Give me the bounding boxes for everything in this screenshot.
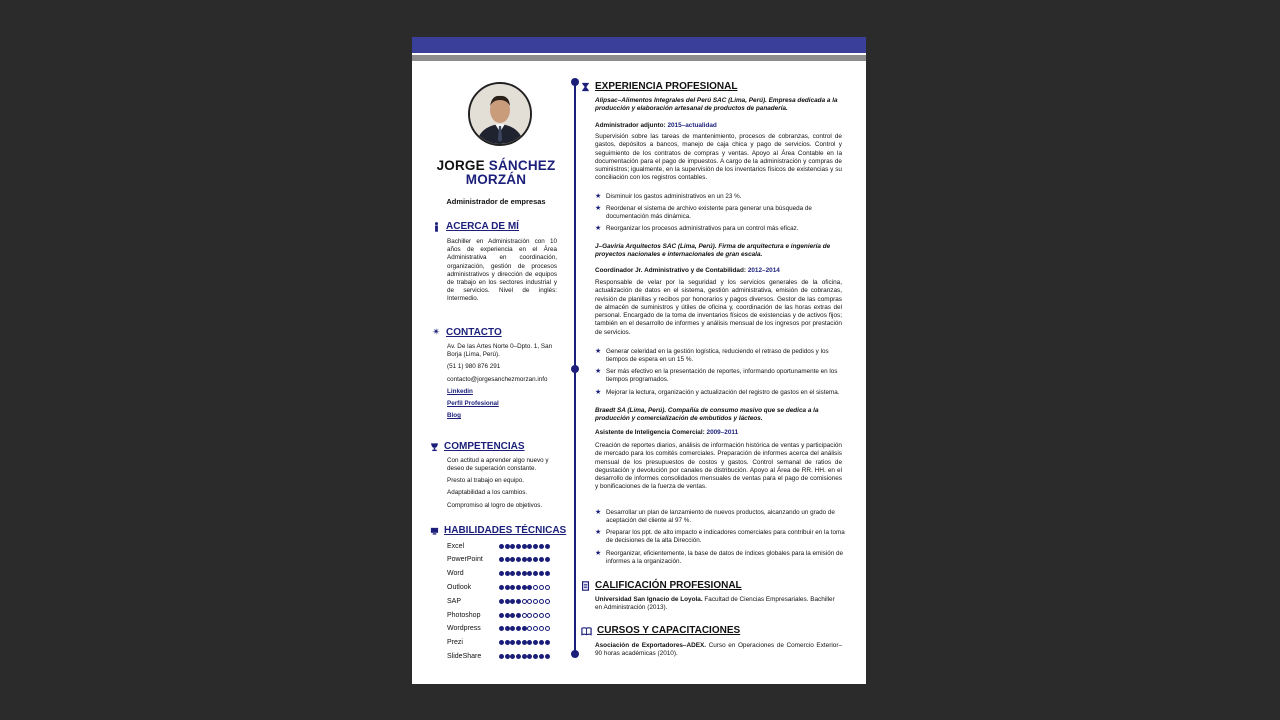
job-title: Administrador de empresas — [446, 197, 546, 206]
courses-text — [595, 642, 842, 659]
skill-row — [447, 596, 557, 606]
job-position-label: Coordinador Jr. Administrativo y de Contabilidad: — [595, 267, 748, 274]
rating-dot-filled — [505, 613, 510, 618]
rating-dot-filled — [522, 557, 527, 562]
rating-dot-filled — [527, 585, 532, 590]
competency-item: Adaptabilidad a los cambios. — [447, 489, 528, 496]
job-years: 2009–2011 — [706, 429, 739, 436]
skill-rating — [499, 640, 550, 645]
star-icon: ✴ — [432, 326, 441, 338]
job-company: Braedt SA (Lima, Perú). Compañía de consumo masivo que se dedica a la producción y comercialización de embutidos y lácteos. — [595, 407, 819, 423]
job-years: 2015–actualidad — [667, 122, 717, 129]
rating-dot-empty — [522, 613, 527, 618]
achievement-text: Desarrollar un plan de lanzamiento de nuevos productos, alcanzando un grado de aceptación del cliente al 97 %. — [606, 509, 835, 525]
rating-dot-filled — [533, 571, 538, 576]
rating-dot-filled — [510, 571, 515, 576]
rating-dot-empty — [533, 626, 538, 631]
rating-dot-filled — [533, 654, 538, 659]
timeline-dot — [571, 78, 579, 86]
rating-dot-filled — [527, 640, 532, 645]
trophy-icon — [430, 442, 439, 452]
rating-dot-filled — [545, 544, 550, 549]
competency-item: Presto al trabajo en equipo. — [447, 477, 525, 484]
achievement-text: Disminuir los gastos administrativos en un 23 %. — [606, 193, 742, 200]
book-icon — [581, 626, 592, 636]
about-text: Bachiller en Administración con 10 años de experiencia en el Área Administrativa en coordinación, organización, gestión de procesos administrativos y dirección de equipos de trabajo en los sectores industrial y de servicios. Nivel de inglés: Intermedio. — [447, 238, 557, 303]
rating-dot-filled — [522, 585, 527, 590]
rating-dot-filled — [522, 626, 527, 631]
rating-dot-filled — [510, 640, 515, 645]
rating-dot-filled — [510, 557, 515, 562]
skill-row — [447, 651, 557, 661]
linkedin-link[interactable]: Linkedin — [447, 388, 473, 395]
rating-dot-empty — [545, 626, 550, 631]
document-icon — [581, 581, 590, 591]
achievement-item — [595, 550, 845, 566]
monitor-icon — [430, 526, 439, 536]
skill-row — [447, 541, 557, 551]
rating-dot-filled — [499, 585, 504, 590]
contact-heading — [432, 327, 502, 338]
job-description: Supervisión sobre las tareas de mantenimiento, procesos de cobranzas, control de gastos, depósitos a bancos, manejo de caja chica y pago de servicios. Control y seguimiento de los contratos de compras y ventas. Apoyo al Área Contable en la documentación para el pago de impuestos. A cargo de la administración y compras de suministros; igualmente, en la supervisión de los inventarios físicos de existencias y su conciliación con los registros contables. — [595, 133, 842, 182]
rating-dot-filled — [516, 599, 521, 604]
skill-rating — [499, 571, 550, 576]
rating-dot-filled — [539, 544, 544, 549]
rating-dot-filled — [505, 544, 510, 549]
rating-dot-filled — [527, 557, 532, 562]
rating-dot-filled — [545, 557, 550, 562]
rating-dot-filled — [516, 654, 521, 659]
rating-dot-empty — [533, 585, 538, 590]
rating-dot-filled — [516, 626, 521, 631]
skill-name: Outlook — [447, 583, 472, 591]
resume-page — [412, 37, 866, 684]
candidate-name — [426, 159, 566, 187]
rating-dot-filled — [516, 640, 521, 645]
rating-dot-empty — [545, 585, 550, 590]
job-company: Alipsac–Alimentos Integrales del Perú SAC (Lima, Perú). Empresa dedicada a la producción y elaboración artesanal de productos de panadería. — [595, 97, 838, 113]
achievement-item — [595, 193, 845, 201]
skill-rating — [499, 626, 550, 631]
name-mid: SÁNCHEZ — [488, 158, 556, 173]
skill-name: PowerPoint — [447, 556, 483, 564]
skill-row — [447, 638, 557, 648]
rating-dot-filled — [499, 654, 504, 659]
skill-row — [447, 569, 557, 579]
contact-address: Av. De las Artes Norte 0–Dpto. 1, San Borja (Lima, Perú). — [447, 343, 553, 359]
timeline-dot — [571, 365, 579, 373]
skill-name: Wordpress — [447, 625, 481, 633]
achievement-item — [595, 368, 845, 384]
skill-name: Excel — [447, 542, 465, 550]
contact-email[interactable]: contacto@jorgesanchezmorzan.info — [447, 376, 548, 383]
name-last: MORZÁN — [465, 172, 527, 187]
about-heading — [432, 221, 519, 232]
rating-dot-filled — [505, 571, 510, 576]
competencies-title: COMPETENCIAS — [444, 441, 525, 452]
rating-dot-filled — [499, 557, 504, 562]
job-position — [595, 429, 738, 437]
star-bullet-icon: ★ — [595, 368, 602, 375]
rating-dot-filled — [539, 557, 544, 562]
achievement-text: Preparar los ppt. de alto impacto e indicadores comerciales para contribuir en la toma de decisiones de la alta Dirección. — [606, 529, 845, 545]
star-bullet-icon: ★ — [595, 389, 602, 396]
rating-dot-filled — [510, 544, 515, 549]
top-gray-bar — [412, 55, 866, 61]
achievement-item — [595, 348, 845, 364]
rating-dot-filled — [505, 640, 510, 645]
achievement-item — [595, 205, 845, 221]
achievement-item — [595, 225, 845, 233]
rating-dot-filled — [499, 613, 504, 618]
qualification-title: CALIFICACIÓN PROFESIONAL — [595, 580, 742, 591]
achievement-text: Reorganizar los procesos administrativos para un control más eficaz. — [606, 225, 799, 232]
courses-school: Asociación de Exportadores–ADEX. — [595, 642, 707, 649]
qualification-detail: Facultad de Ciencias Empresariales. Bachiller en Administración (2013). — [595, 596, 835, 612]
rating-dot-filled — [499, 640, 504, 645]
achievement-text: Ser más efectivo en la presentación de reportes, informando oportunamente en los tiempos programados. — [606, 368, 838, 384]
rating-dot-empty — [539, 599, 544, 604]
star-bullet-icon: ★ — [595, 348, 602, 355]
qualification-heading — [581, 580, 742, 591]
rating-dot-filled — [522, 654, 527, 659]
job-position — [595, 267, 780, 275]
skill-name: Photoshop — [447, 611, 481, 619]
star-bullet-icon: ★ — [595, 509, 602, 516]
rating-dot-filled — [533, 640, 538, 645]
rating-dot-filled — [510, 585, 515, 590]
about-title: ACERCA DE MÍ — [446, 221, 519, 232]
rating-dot-filled — [516, 613, 521, 618]
rating-dot-empty — [545, 613, 550, 618]
rating-dot-filled — [499, 599, 504, 604]
skill-rating — [499, 557, 550, 562]
job-position — [595, 122, 717, 130]
experience-title: EXPERIENCIA PROFESIONAL — [595, 81, 738, 92]
competencies-heading — [430, 441, 525, 452]
achievement-text: Mejorar la lectura, organización y actualización del registro de gastos en el sistema. — [606, 389, 840, 396]
rating-dot-empty — [533, 613, 538, 618]
rating-dot-filled — [522, 544, 527, 549]
competency-item: Con actitud a aprender algo nuevo y deseo de superación constante. — [447, 457, 549, 473]
job-position-label: Administrador adjunto: — [595, 122, 668, 129]
rating-dot-empty — [527, 613, 532, 618]
job-description: Creación de reportes diarios, análisis de información histórica de ventas y participación de mercado para los comités comerciales. Preparación de informes acerca del análisis mensual de los presupuestos de costos y gastos. Control semanal de ratios de degustación y devolución por canales de distribución. Apoyo al Área de RR. HH. en el desarrollo de informes consolidados mensuales de ventas para el pago de comisiones y bonificaciones de la fuerza de ventas. — [595, 442, 842, 491]
courses-heading — [581, 625, 740, 636]
skill-row — [447, 555, 557, 565]
skill-rating — [499, 613, 550, 618]
rating-dot-filled — [510, 613, 515, 618]
skill-rating — [499, 599, 550, 604]
rating-dot-filled — [505, 557, 510, 562]
rating-dot-empty — [545, 599, 550, 604]
rating-dot-empty — [527, 599, 532, 604]
rating-dot-filled — [505, 585, 510, 590]
top-accent-bar — [412, 37, 866, 53]
rating-dot-filled — [516, 544, 521, 549]
skill-name: SAP — [447, 597, 462, 605]
courses-detail: Curso en Operaciones de Comercio Exterior–90 horas académicas (2010). — [595, 642, 842, 658]
timeline-dot — [571, 650, 579, 658]
job-company: J–Gaviria Arquitectos SAC (Lima, Perú). Firma de arquitectura e ingeniería de proyectos nacionales e internacionales de gran escala. — [595, 243, 831, 259]
rating-dot-filled — [510, 599, 515, 604]
contact-phone: (51 1) 980 876 291 — [447, 363, 501, 370]
rating-dot-filled — [510, 626, 515, 631]
rating-dot-filled — [527, 654, 532, 659]
rating-dot-filled — [505, 654, 510, 659]
skill-row — [447, 582, 557, 592]
achievement-item — [595, 509, 845, 525]
skill-rating — [499, 544, 550, 549]
rating-dot-filled — [522, 640, 527, 645]
skill-name: Prezi — [447, 639, 463, 647]
courses-title: CURSOS Y CAPACITACIONES — [597, 625, 741, 636]
skill-name: SlideShare — [447, 652, 482, 660]
rating-dot-filled — [527, 571, 532, 576]
rating-dot-filled — [510, 654, 515, 659]
rating-dot-filled — [516, 557, 521, 562]
rating-dot-empty — [539, 613, 544, 618]
achievement-item — [595, 529, 845, 545]
star-bullet-icon: ★ — [595, 529, 602, 536]
rating-dot-filled — [533, 557, 538, 562]
rating-dot-filled — [533, 544, 538, 549]
rating-dot-filled — [499, 544, 504, 549]
rating-dot-filled — [539, 654, 544, 659]
skill-name: Word — [447, 570, 464, 578]
star-bullet-icon: ★ — [595, 225, 602, 232]
achievement-text: Generar celeridad en la gestión logística, reduciendo el retraso de pedidos y los tiempos de espera en un 15 %. — [606, 348, 829, 364]
rating-dot-filled — [499, 571, 504, 576]
job-description: Responsable de velar por la seguridad y los servicios generales de la oficina, actualización de datos en el sistema, gestión administrativa, emisión de cobranzas, revisión de planillas y recibos por honorarios y pagos diversos. Gestor de las compras de almacén de suministros y útiles de oficina y, coordinación de las horas extras del personal. Encargado de la toma de inventarios físicos de existencias y de activos fijos; también en el desarrollo de informes y análisis mensual de los ingresos por prestación de servicios. — [595, 279, 842, 336]
job-years: 2012–2014 — [747, 267, 780, 274]
rating-dot-filled — [539, 640, 544, 645]
achievement-text: Reordenar el sistema de archivo existente para generar una búsqueda de documentación más dinámica. — [606, 205, 812, 221]
skill-rating — [499, 585, 550, 590]
achievement-text: Reorganizar, eficientemente, la base de datos de índices globales para la emisión de informes a la organización. — [606, 550, 843, 566]
rating-dot-filled — [545, 640, 550, 645]
name-first: JORGE — [436, 158, 489, 173]
rating-dot-filled — [527, 544, 532, 549]
skill-row — [447, 610, 557, 620]
star-bullet-icon: ★ — [595, 193, 602, 200]
rating-dot-filled — [522, 571, 527, 576]
star-bullet-icon: ★ — [595, 205, 602, 212]
rating-dot-filled — [499, 626, 504, 631]
skill-row — [447, 624, 557, 634]
rating-dot-empty — [539, 585, 544, 590]
competency-item: Compromiso al logro de objetivos. — [447, 502, 543, 509]
skills-heading — [430, 525, 566, 536]
person-portrait-icon — [470, 84, 530, 144]
rating-dot-empty — [522, 599, 527, 604]
rating-dot-filled — [545, 654, 550, 659]
star-bullet-icon: ★ — [595, 550, 602, 557]
experience-heading — [581, 81, 737, 92]
blog-link[interactable]: Blog — [447, 412, 461, 419]
rating-dot-filled — [545, 571, 550, 576]
rating-dot-empty — [533, 599, 538, 604]
contact-title: CONTACTO — [446, 327, 502, 338]
rating-dot-filled — [505, 599, 510, 604]
qualification-school: Universidad San Ignacio de Loyola. — [595, 596, 703, 603]
qualification-text — [595, 596, 842, 613]
rating-dot-filled — [516, 585, 521, 590]
rating-dot-filled — [505, 626, 510, 631]
skills-title: HABILIDADES TÉCNICAS — [444, 525, 567, 536]
profile-photo — [468, 82, 532, 146]
hourglass-icon — [581, 82, 590, 92]
skill-rating — [499, 654, 550, 659]
rating-dot-filled — [516, 571, 521, 576]
achievement-item — [595, 389, 845, 397]
rating-dot-empty — [539, 626, 544, 631]
job-position-label: Asistente de Inteligencia Comercial: — [595, 429, 707, 436]
profile-link[interactable]: Perfil Profesional — [447, 400, 499, 407]
person-icon — [432, 222, 441, 232]
rating-dot-empty — [527, 626, 532, 631]
rating-dot-filled — [539, 571, 544, 576]
